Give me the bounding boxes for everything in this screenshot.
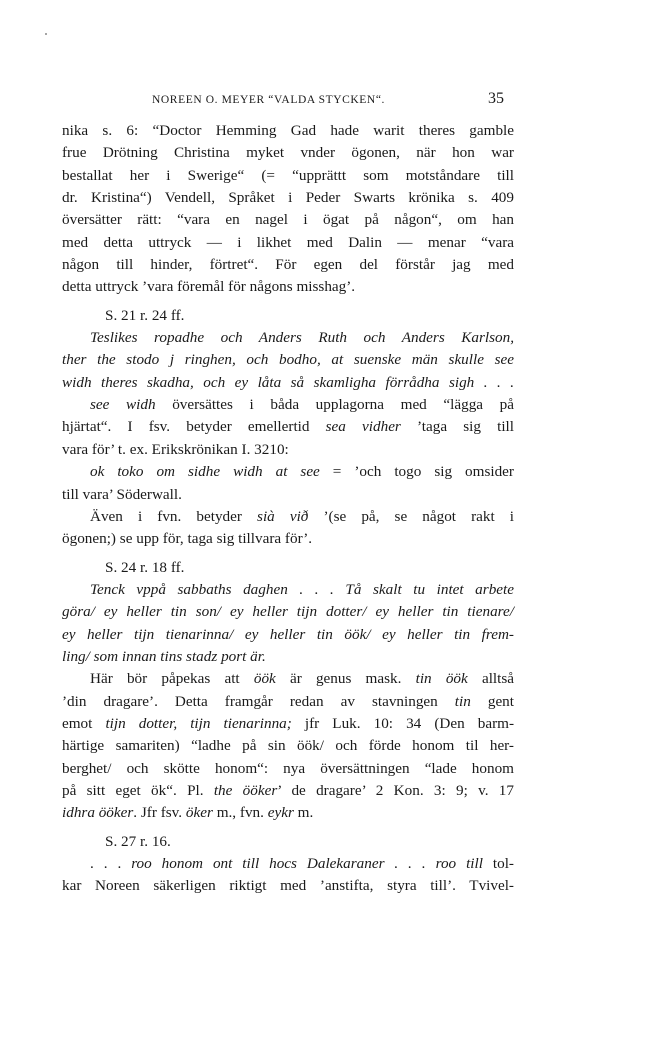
quote-text: roo honom ont till hocs Dalekaraner . . . roo till	[131, 855, 483, 872]
text-run: m., fvn.	[212, 804, 268, 822]
text-line: berghet/ och skötte honom“: nya översättningen “lade honom	[62, 759, 514, 777]
page-number: 35	[488, 90, 504, 107]
quote-text: widh theres skadha, och ey låta så skamligha förrådha sigh . . .	[62, 373, 514, 391]
text-line	[62, 416, 514, 438]
quote-text: ther the stodo j ringhen, och bodho, at suenske män skulle see	[62, 351, 514, 369]
cited-term: tijn dotter, tijn tienarinna;	[105, 714, 292, 732]
text-line	[62, 780, 514, 802]
section-reference: S. 21 r. 24 ff.	[105, 306, 185, 324]
cited-term: sià við	[257, 507, 309, 525]
text-line: vara för’ t. ex. Erikskrönikan I. 3210:	[62, 440, 289, 458]
text-line	[62, 506, 514, 528]
text-run: översättes i båda upplagorna med “lägga på	[155, 396, 514, 414]
quote-line	[62, 579, 514, 601]
quote-line	[62, 624, 514, 646]
text-line: härtige samariten) “ladhe på sin öök/ och förde honom til her-	[62, 737, 514, 755]
cited-term: sea vidher	[325, 418, 401, 436]
text-line	[62, 691, 514, 713]
text-line: dr. Kristina“) Vendell, Språket i Peder Swarts krönika s. 409	[62, 189, 514, 207]
text-line: bestallat her i Swerige“ (= “upprättt som motståndare till	[62, 166, 514, 184]
text-run: hjärtat“. I fsv. betyder emellertid	[62, 418, 326, 436]
quote-line	[62, 372, 514, 394]
cited-term: tin öök	[415, 670, 468, 688]
cited-term: the ööker	[213, 781, 278, 799]
text-run: Även i fvn. betyder	[90, 507, 258, 525]
text-run: m.	[293, 804, 314, 822]
text-run: jfr Luk. 10: 34 (Den barm-	[291, 714, 514, 732]
cited-term: öök	[253, 670, 276, 688]
text-line: översätter rätt: “vara en nagel i ögat på någon“, om han	[62, 211, 514, 229]
cited-term: see widh	[90, 396, 156, 414]
text-run: tol-	[482, 855, 514, 872]
text-line: ögonen;) se upp för, taga sig tillvara för’.	[62, 530, 313, 548]
text-run: . . .	[90, 855, 132, 872]
quote-line	[62, 327, 514, 349]
text-run: Här bör påpekas att	[90, 670, 254, 688]
quote-line	[62, 349, 514, 371]
cited-term: ok toko om sidhe widh at see	[90, 463, 320, 481]
section-reference: S. 27 r. 16.	[105, 832, 171, 850]
body-text	[62, 120, 514, 898]
cited-term: tin	[454, 692, 471, 710]
text-run: . Jfr fsv.	[133, 804, 186, 822]
text-line: nika s. 6: “Doctor Hemming Gad hade warit theres gamble	[62, 122, 514, 139]
text-line	[62, 802, 514, 824]
text-run: ’din dragare’. Detta framgår redan av stavningen	[62, 692, 455, 710]
text-run: ’taga sig till	[400, 418, 514, 436]
text-line: frue Drötning Christina myket vnder ögonen, när hon war	[62, 144, 514, 162]
section-reference: S. 24 r. 18 ff.	[105, 558, 185, 576]
speck-mark	[45, 33, 47, 35]
text-line	[62, 461, 514, 483]
quote-line	[62, 646, 514, 668]
text-run: ’ de dragare’ 2 Kon. 3: 9; v. 17	[277, 781, 514, 799]
running-header: NOREEN O. MEYER “VALDA STYCKEN“.	[152, 94, 386, 106]
text-line: kar Noreen säkerligen riktigt med ’anstifta, styra till’. Tvivel-	[62, 877, 514, 895]
text-run: är genus mask.	[275, 670, 416, 688]
text-line	[62, 853, 514, 875]
cited-term: idhra ööker	[62, 804, 134, 822]
text-line: till vara’ Söderwall.	[62, 485, 182, 503]
text-line: någon till hinder, förtret“. För egen del förstår jag med	[62, 256, 514, 274]
quote-text: Tenck vppå sabbaths daghen . . . Tå skalt tu intet arbete	[90, 580, 514, 598]
text-run: alltså	[467, 670, 514, 688]
quote-text: Teslikes ropadhe och Anders Ruth och Anders Karlson,	[90, 329, 514, 347]
text-line: med detta uttryck — i likhet med Dalin — menar “vara	[62, 233, 514, 251]
text-run: gent	[470, 692, 514, 710]
cited-term: eykr	[267, 804, 294, 822]
cited-term: öker	[185, 804, 213, 822]
text-line	[62, 668, 514, 690]
quote-text: göra/ ey heller tin son/ ey heller tijn dotter/ ey heller tin tienare/	[62, 603, 514, 621]
text-run: på sitt eget ök“. Pl.	[62, 781, 214, 799]
quote-text: ey heller tijn tienarinna/ ey heller tin öök/ ey heller tin frem-	[62, 625, 514, 643]
text-line	[62, 713, 514, 735]
text-run: = ’och togo sig omsider	[319, 463, 514, 481]
text-line: detta uttryck ’vara föremål för någons misshag’.	[62, 278, 356, 296]
text-run: emot	[62, 714, 106, 732]
quote-line	[62, 601, 514, 623]
text-line	[62, 394, 514, 416]
quote-text: ling/ som innan tins stadz port är.	[62, 647, 266, 665]
text-run: ’(se på, se något rakt i	[308, 507, 514, 525]
